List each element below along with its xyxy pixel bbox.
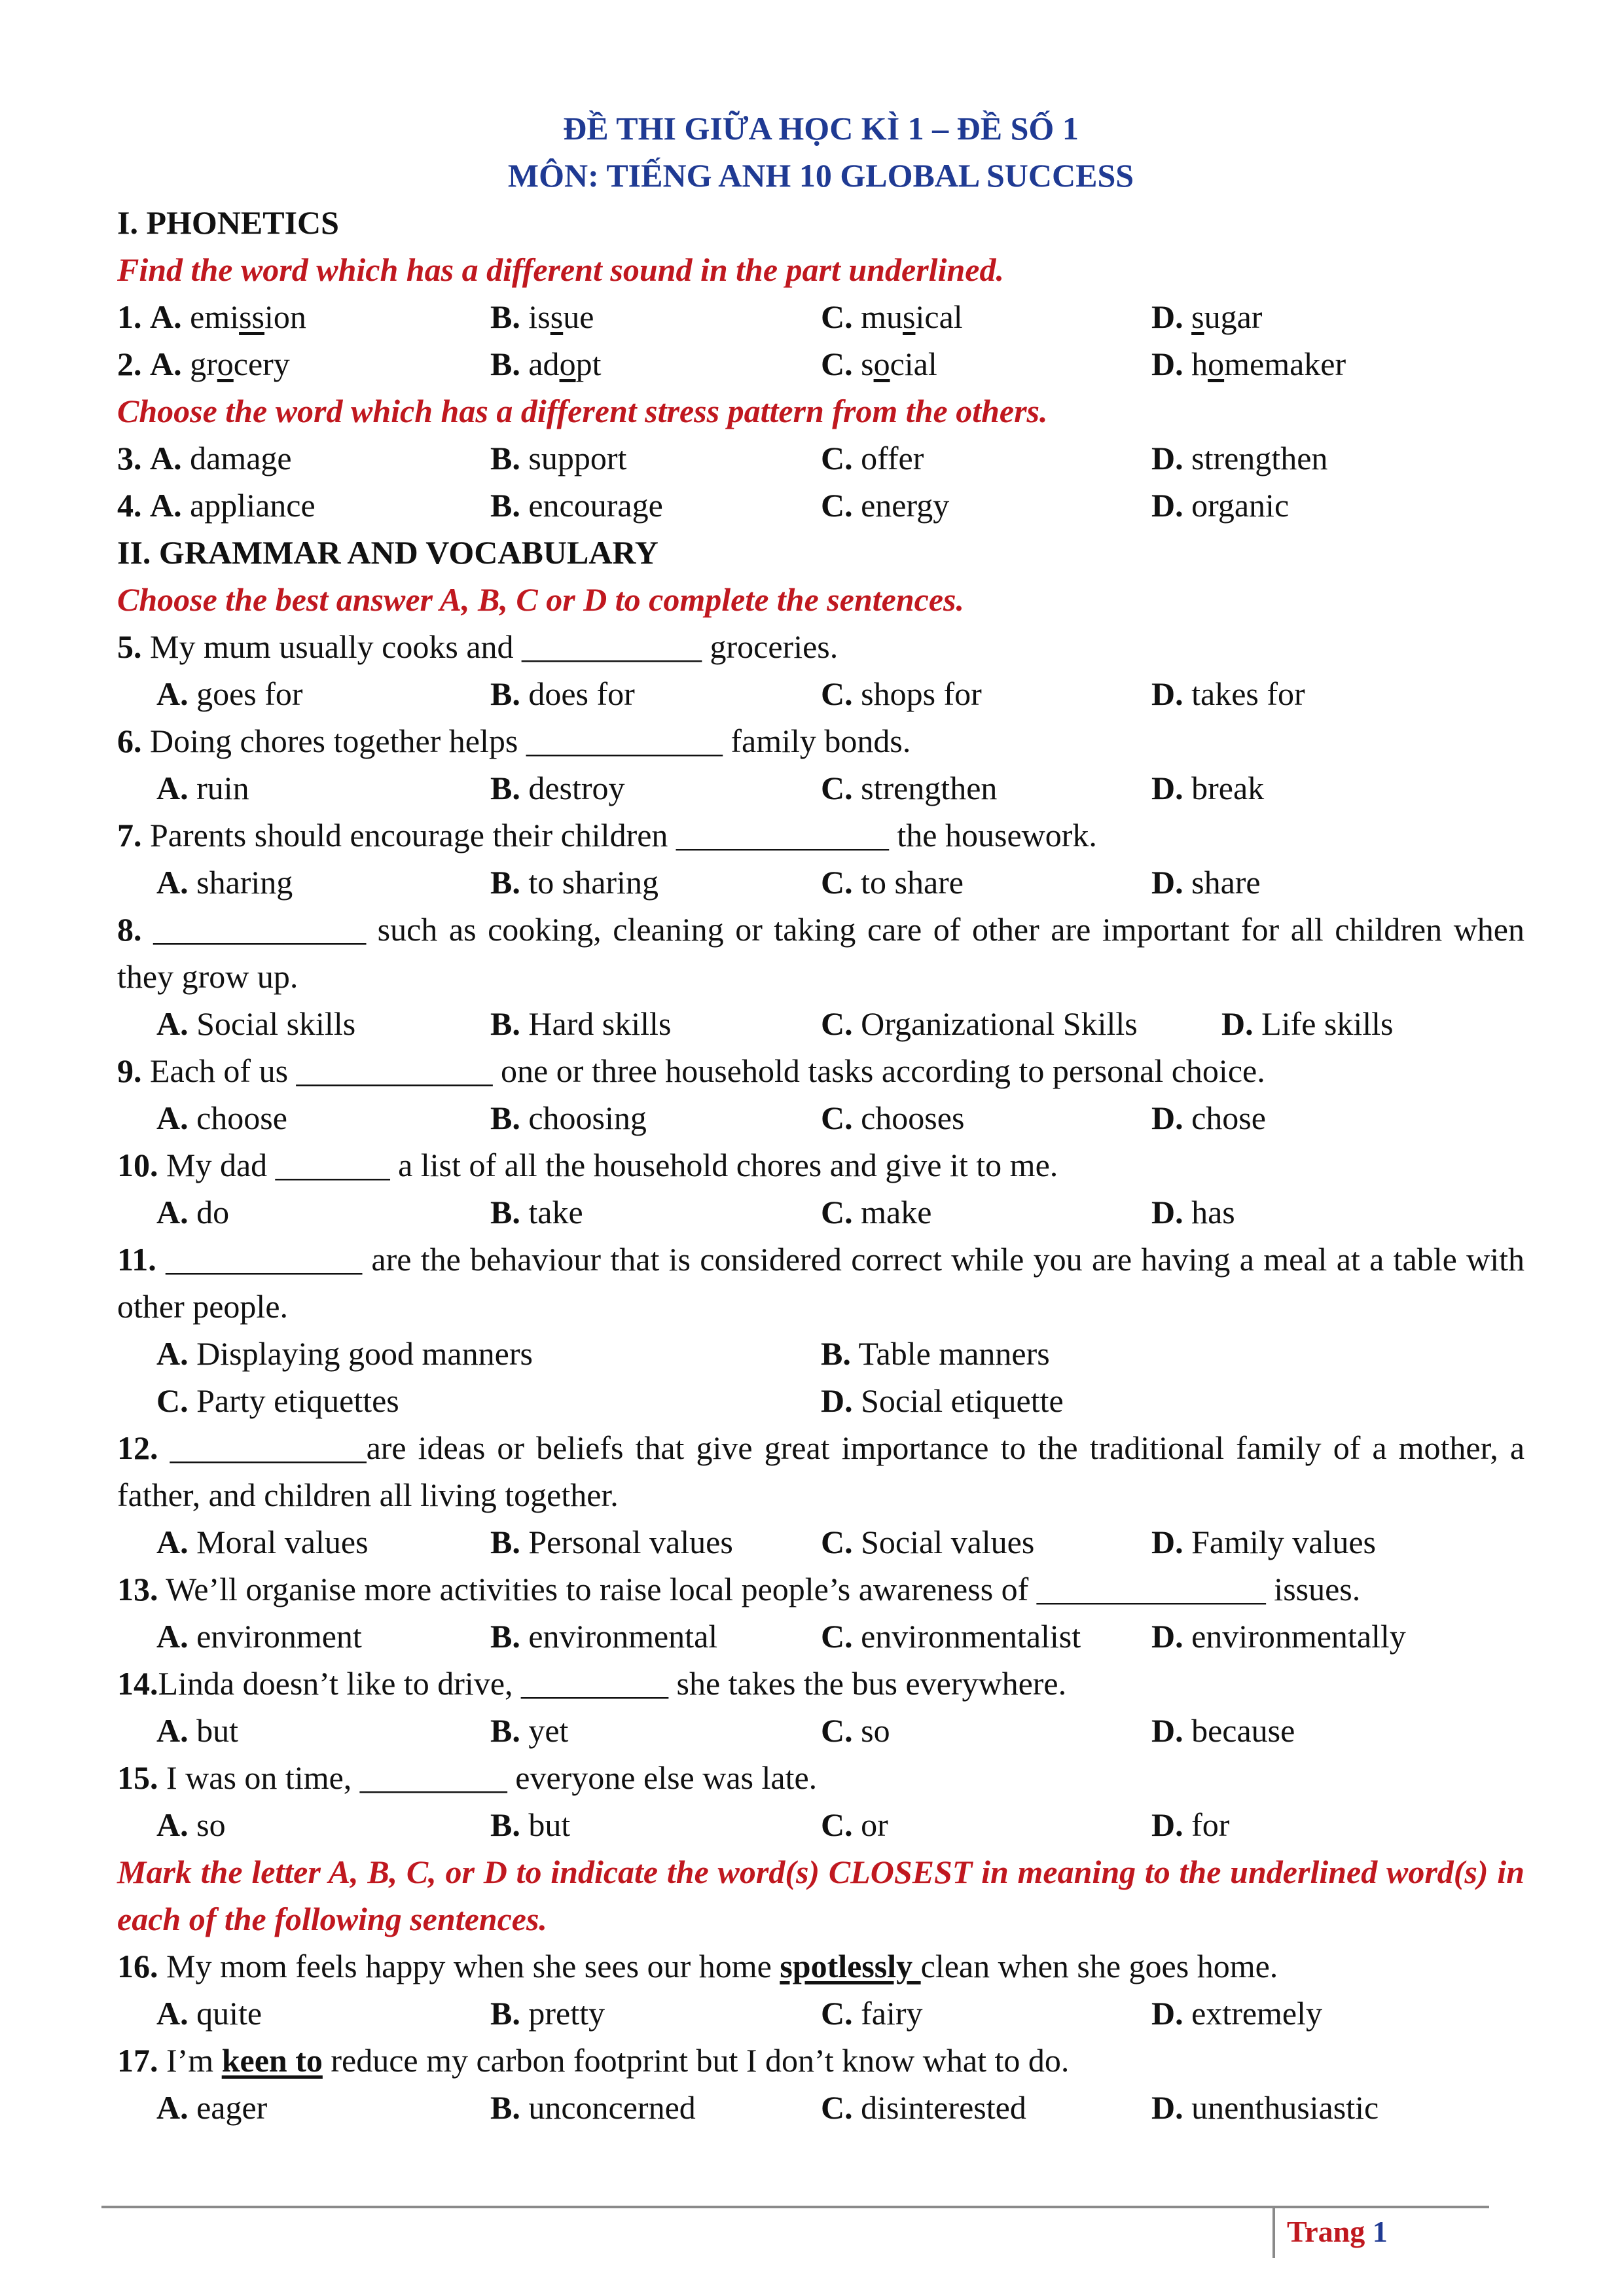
option-b[interactable]: B. destroy [490,770,625,806]
question-14-options [117,1707,1525,1754]
section-grammar-heading: II. GRAMMAR AND VOCABULARY [117,534,659,571]
question-2 [117,340,1525,387]
option-a[interactable]: A. eager [156,2089,268,2126]
option-c[interactable]: C. social [821,346,937,382]
option-d[interactable]: D. organic [1151,487,1290,524]
question-3 [117,435,1525,482]
option-c[interactable]: C. offer [821,440,924,476]
exam-title: ĐỀ THI GIỮA HỌC KÌ 1 – ĐỀ SỐ 1 [563,110,1079,147]
instruction-closest-meaning: Mark the letter A, B, C, or D to indicate the word(s) CLOSEST in meaning to the underlined word(s) in each of the following sentences. [117,1854,1525,1937]
option-d[interactable]: D. has [1151,1194,1235,1230]
option-c[interactable]: C. fairy [821,1995,923,2032]
question-9-stem: 9. Each of us ____________ one or three household tasks according to personal choice. [117,1052,1265,1089]
option-d[interactable]: D. extremely [1151,1995,1323,2032]
question-15-options [117,1801,1525,1848]
question-8-stem: 8. _____________ such as cooking, cleaning or taking care of other are important for all children when they grow up. [117,911,1525,995]
option-d[interactable]: D. strengthen [1151,440,1328,476]
question-15-stem: 15. I was on time, _________ everyone else was late. [117,1759,818,1796]
option-c[interactable]: C. disinterested [821,2089,1026,2126]
option-c[interactable]: C. chooses [821,1100,965,1136]
option-b[interactable]: B. unconcerned [490,2089,696,2126]
question-16-options [117,1990,1525,2037]
option-a[interactable]: A. but [156,1712,239,1749]
option-c[interactable]: C. Organizational Skills [821,1005,1138,1042]
page-number [1287,2211,1388,2253]
option-b[interactable]: B. Table manners [821,1335,1050,1372]
question-11-options-cd [117,1377,1525,1424]
question-17-options [117,2084,1525,2131]
question-14-stem: 14.Linda doesn’t like to drive, _________ she takes the bus everywhere. [117,1665,1067,1702]
question-11-stem: 11. ____________ are the behaviour that is considered correct while you are having a meal at a table with other people. [117,1241,1525,1325]
question-4 [117,482,1525,529]
option-b[interactable]: B. pretty [490,1995,605,2032]
option-b[interactable]: B. encourage [490,487,663,524]
option-a[interactable]: A. so [156,1806,226,1843]
option-b[interactable]: B. take [490,1194,583,1230]
option-c[interactable]: C. energy [821,487,950,524]
option-a[interactable]: 1. A. emission [117,298,306,335]
question-7-stem: 7. Parents should encourage their children _____________ the housework. [117,817,1097,853]
option-a[interactable]: A. choose [156,1100,287,1136]
option-a[interactable]: A. quite [156,1995,262,2032]
option-d[interactable]: D. takes for [1151,675,1305,712]
option-a[interactable]: A. environment [156,1618,362,1655]
option-d[interactable]: D. share [1151,864,1261,901]
option-c[interactable]: C. shops for [821,675,982,712]
page-num: 1 [1372,2215,1388,2248]
option-b[interactable]: B. yet [490,1712,569,1749]
exam-page [117,105,1525,2131]
option-a[interactable]: 4. A. appliance [117,487,316,524]
option-a[interactable]: A. sharing [156,864,293,901]
option-c[interactable]: C. environmentalist [821,1618,1081,1655]
option-a[interactable]: A. goes for [156,675,303,712]
exam-subject: MÔN: TIẾNG ANH 10 GLOBAL SUCCESS [507,157,1134,194]
option-b[interactable]: B. issue [490,298,594,335]
option-b[interactable]: B. choosing [490,1100,647,1136]
question-6-options [117,764,1525,812]
section-phonetics-heading: I. PHONETICS [117,204,339,241]
option-c[interactable]: C. Social values [821,1524,1035,1560]
option-c[interactable]: C. strengthen [821,770,998,806]
question-13-stem: 13. We’ll organise more activities to raise local people’s awareness of ______________ issues. [117,1571,1361,1607]
option-a[interactable]: 3. A. damage [117,440,292,476]
option-b[interactable]: B. adopt [490,346,602,382]
page-word: Trang [1287,2215,1365,2248]
option-d[interactable]: D. Family values [1151,1524,1377,1560]
option-d[interactable]: D. for [1151,1806,1230,1843]
question-12-options [117,1518,1525,1566]
option-b[interactable]: B. Personal values [490,1524,733,1560]
option-b[interactable]: B. Hard skills [490,1005,672,1042]
option-c[interactable]: C. Party etiquettes [156,1382,399,1419]
option-d[interactable]: D. sugar [1151,298,1263,335]
option-a[interactable]: A. Moral values [156,1524,369,1560]
option-c[interactable]: C. so [821,1712,890,1749]
question-17-stem: 17. I’m keen to reduce my carbon footprint but I don’t know what to do. [117,2042,1070,2079]
question-10-stem: 10. My dad _______ a list of all the household chores and give it to me. [117,1147,1058,1183]
question-8-options [117,1000,1525,1047]
option-d[interactable]: D. because [1151,1712,1295,1749]
question-5-stem: 5. My mum usually cooks and ___________ groceries. [117,628,839,665]
option-d[interactable]: D. environmentally [1151,1618,1406,1655]
question-16-stem: 16. My mom feels happy when she sees our home spotlessly clean when she goes home. [117,1948,1278,1984]
option-b[interactable]: B. does for [490,675,635,712]
option-a[interactable]: A. Social skills [156,1005,356,1042]
option-d[interactable]: D. Social etiquette [821,1382,1064,1419]
option-d[interactable]: D. homemaker [1151,346,1346,382]
question-11-options-ab [117,1330,1525,1377]
option-c[interactable]: C. make [821,1194,932,1230]
question-6-stem: 6. Doing chores together helps ____________ family bonds. [117,723,911,759]
option-c[interactable]: C. to share [821,864,964,901]
instruction-best-answer: Choose the best answer A, B, C or D to complete the sentences. [117,581,964,618]
option-a[interactable]: A. do [156,1194,230,1230]
question-1 [117,293,1525,340]
footer-vertical-bar [1272,2208,1275,2258]
option-a[interactable]: A. ruin [156,770,249,806]
footer-divider [101,2206,1489,2208]
question-9-options [117,1094,1525,1141]
instruction-sound: Find the word which has a different sound in the part underlined. [117,251,1004,288]
question-7-options [117,859,1525,906]
option-d[interactable]: D. Life skills [1221,1005,1394,1042]
option-b[interactable]: B. environmental [490,1618,718,1655]
option-c[interactable]: C. or [821,1806,888,1843]
question-13-options [117,1613,1525,1660]
option-b[interactable]: B. but [490,1806,571,1843]
option-a[interactable]: A. Displaying good manners [156,1335,533,1372]
question-12-stem: 12. ____________are ideas or beliefs that give great importance to the traditional family of a mother, a father, and children all living together. [117,1429,1525,1513]
option-a[interactable]: 2. A. grocery [117,346,290,382]
option-d[interactable]: D. chose [1151,1100,1266,1136]
question-10-options [117,1189,1525,1236]
question-5-options [117,670,1525,717]
option-b[interactable]: B. support [490,440,627,476]
option-d[interactable]: D. unenthusiastic [1151,2089,1379,2126]
option-c[interactable]: C. musical [821,298,963,335]
option-d[interactable]: D. break [1151,770,1265,806]
option-b[interactable]: B. to sharing [490,864,659,901]
instruction-stress: Choose the word which has a different stress pattern from the others. [117,393,1048,429]
